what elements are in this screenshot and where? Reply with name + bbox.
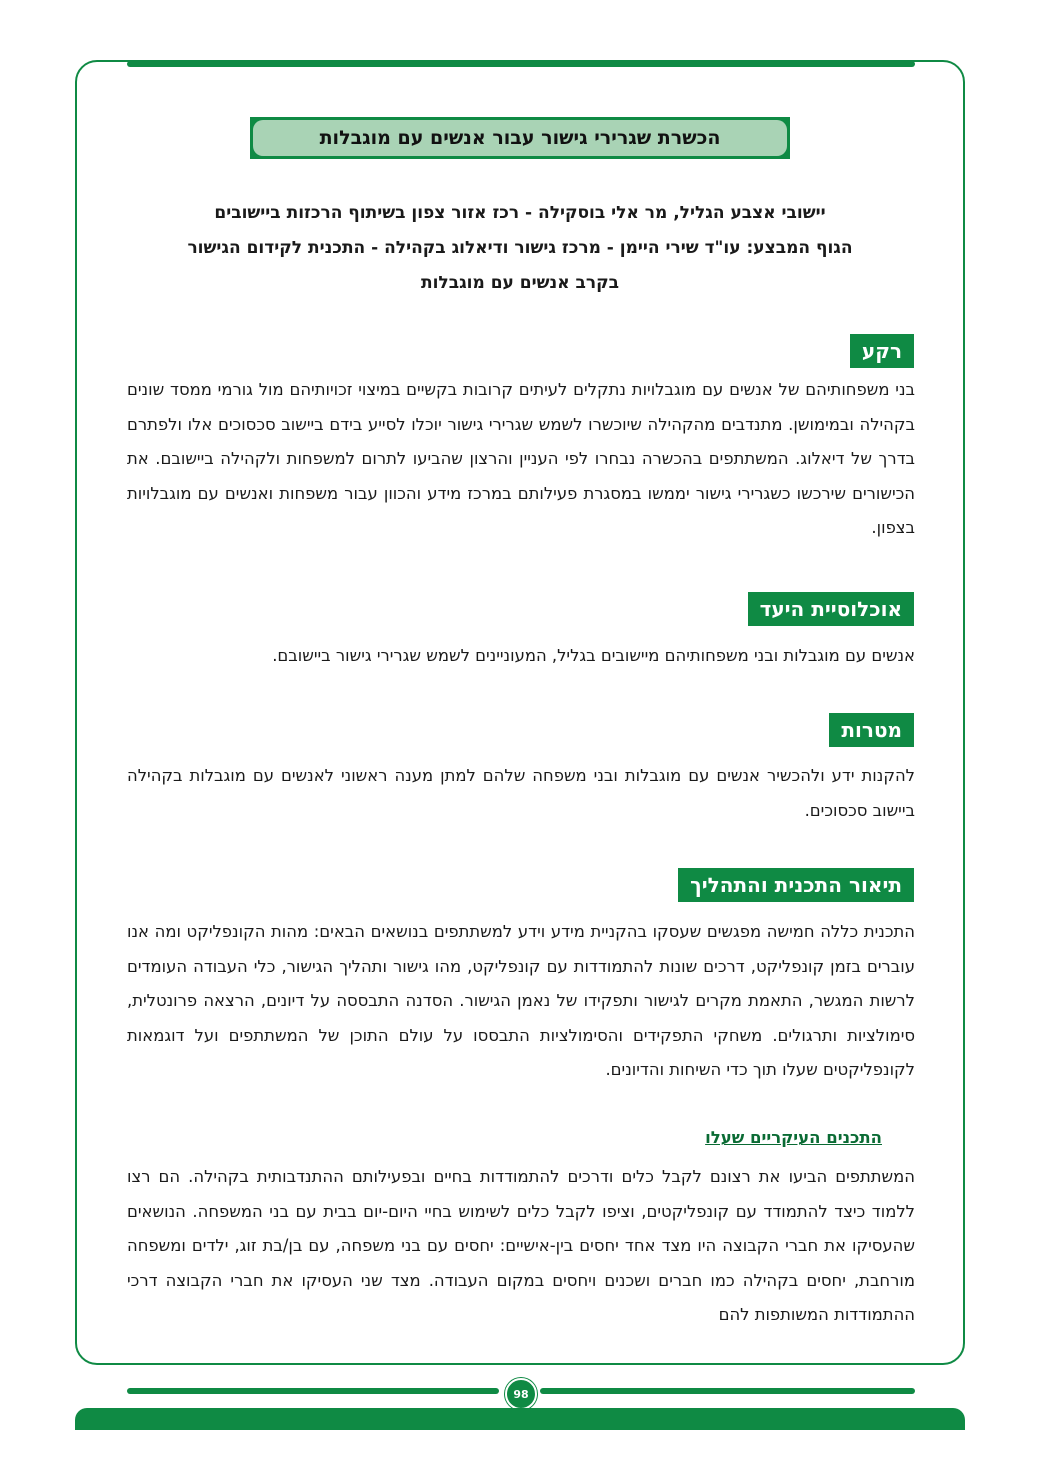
subtitle-line-2: הגוף המבצע: עו"ד שירי היימן - מרכז גישור ודיאלוג בקהילה - התכנית לקידום הגישור [187, 238, 853, 258]
section-heading-goals: מטרות [829, 713, 914, 747]
section-text-background: בני משפחותיהם של אנשים עם מוגבלויות נתקלים לעיתים קרובות בקשיים במיצוי זכויותיהם מול גורמי ממסד שונים בקהילה ובמימושן. מתנדבים מהקהילה שיוכשרו לשמש שגרירי גישור יוכלו לסייע בידם ביישוב סכסוכים אלו ולפתרם בדרך של דיאלוג. המשתתפים בהכשרה נבחרו לפי העניין והרצון שהביעו לתרום למשפחות ולקהילה ביישובם. את הכישורים שירכשו כשגרירי גישור יממשו במסגרת פעילותם במרכז מידע והכוון עבור משפחות ואנשים עם מוגבלויות בצפון. [127, 380, 915, 537]
section-text-main-content: המשתתפים הביעו את רצונם לקבל כלים ודרכים להתמודדות בחיים ובפעילותם ההתנדבותית בקהילה. הם רצו ללמוד כיצד להתמודד עם קונפליקטים, וציפו לקבל כלים לשימוש בחיי היום-יום בבית עם בני המשפחה. הנושאים שהעסיקו את חברי הקבוצה היו מצד אחד יחסים בין-אישיים: יחסים עם בני משפחה, עם בן/בת זוג, ילדים ומשפחה מורחבת, יחסים בקהילה כמו חברים ושכנים ויחסים במקום העבודה. מצד שני העסיקו את חברי הקבוצה דרכי ההתמודדות המשותפות להם [127, 1167, 915, 1324]
section-heading-target: אוכלוסיית היעד [748, 592, 914, 626]
section-text-description: התכנית כללה חמישה מפגשים שעסקו בהקניית מידע וידע למשתתפים בנושאים הבאים: מהות הקונפליקט ומה אנו עוברים בזמן קונפליקט, דרכים שונות להתמודדות עם קונפליקט, מהו גישור ותהליך הגישור, כלי העבודה העומדים לרשות המגשר, התאמת מקרים לגישור ותפקידו של נאמן הגישור. הסדנה התבססה על דיונים, הרצאה פרונטלית, סימולציות ותרגולים. משחקי התפקידים והסימולציות התבססו על עולם התוכן של המשתתפים ועל דוגמאות לקונפליקטים שעלו תוך כדי השיחות והדיונים. [127, 922, 915, 1079]
footer-rule-left [127, 1388, 499, 1394]
subtitle-line-3: בקרב אנשים עם מוגבלות [420, 273, 620, 293]
section-heading-background: רקע [850, 334, 914, 368]
top-rule [127, 61, 915, 67]
subheading-main-content: התכנים העיקריים שעלו [705, 1128, 882, 1147]
bottom-bar [75, 1408, 965, 1430]
section-text-goals: להקנות ידע ולהכשיר אנשים עם מוגבלות ובני משפחה שלהם למתן מענה ראשוני לאנשים עם מוגבלות בקהילה ביישוב סכסוכים. [127, 766, 915, 820]
section-text-target: אנשים עם מוגבלות ובני משפחותיהם מיישובים בגליל, המעוניינים לשמש שגרירי גישור ביישובם. [272, 646, 915, 665]
subtitle [130, 196, 910, 301]
page-title: הכשרת שגרירי גישור עבור אנשים עם מוגבלות [253, 120, 787, 156]
subtitle-line-1: יישובי אצבע הגליל, מר אלי בוסקילה - רכז אזור צפון בשיתוף הרכזות ביישובים [214, 203, 826, 223]
footer-rule-right [540, 1388, 915, 1394]
page-number: 98 [505, 1378, 537, 1410]
title-banner [250, 117, 790, 159]
section-heading-description: תיאור התכנית והתהליך [678, 868, 914, 902]
